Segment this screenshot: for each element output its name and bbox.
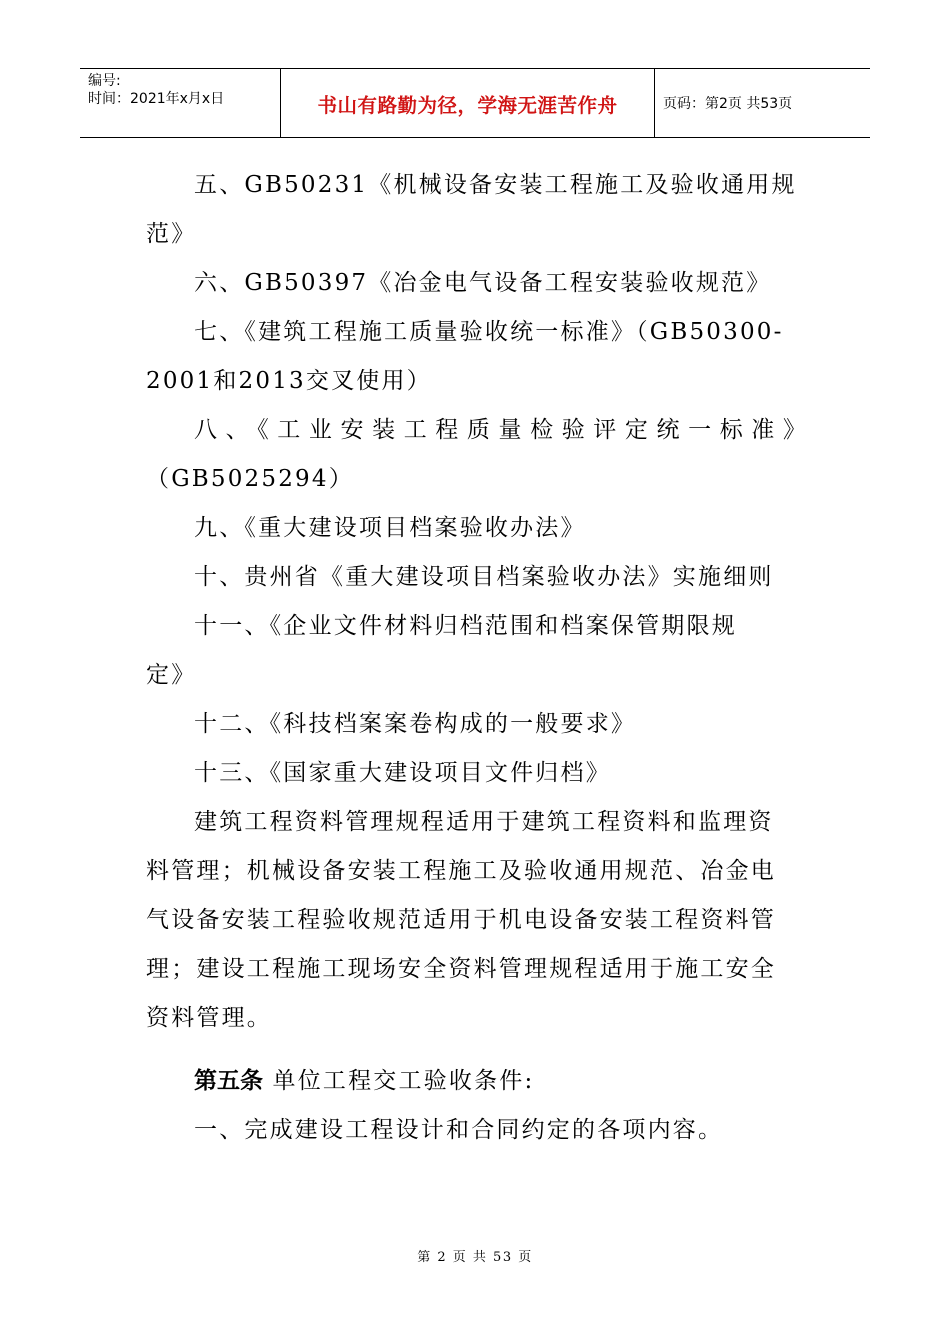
standard-item-8-cont: （GB5025294） [146, 466, 354, 492]
summary-line-2: 料管理；机械设备安装工程施工及验收通用规范、冶金电 [146, 858, 776, 884]
standard-item-7-cont: 2001和2013交叉使用） [146, 368, 432, 394]
summary-line-3: 气设备安装工程验收规范适用于机电设备安装工程资料管 [146, 907, 776, 933]
header-motto-cell [281, 69, 655, 137]
standard-item-13: 十三、《国家重大建设项目文件归档》 [194, 760, 611, 786]
standard-item-10: 十、贵州省《重大建设项目档案验收办法》实施细则 [194, 564, 774, 590]
summary-line-1: 建筑工程资料管理规程适用于建筑工程资料和监理资 [194, 809, 774, 835]
standard-item-11: 十一、《企业文件材料归档范围和档案保管期限规 [194, 613, 737, 639]
header-page-cell [655, 69, 870, 137]
header-motto: 书山有路勤为径，学海无涯苦作舟 [317, 94, 618, 117]
summary-line-5: 资料管理。 [146, 1005, 272, 1031]
article-5-heading-line [146, 1057, 806, 1106]
header-page-info: 页码：第2页 共53页 [663, 96, 793, 112]
standard-item-9: 九、《重大建设项目档案验收办法》 [194, 515, 586, 541]
standard-item-12: 十二、《科技档案案卷构成的一般要求》 [194, 711, 637, 737]
document-time-label: 时间：2021年x月x日 [88, 91, 225, 107]
standard-item-8: 八、《工业安装工程质量检验评定统一标准》 [194, 417, 815, 443]
header-meta-cell [80, 69, 281, 137]
article-5-heading: 第五条 [194, 1068, 263, 1094]
document-number-label: 编号: [88, 73, 121, 89]
standard-item-7: 七、《建筑工程施工质量验收统一标准》（GB50300- [194, 319, 784, 345]
article-5-title: 单位工程交工验收条件: [263, 1068, 535, 1094]
summary-line-4: 理；建设工程施工现场安全资料管理规程适用于施工安全 [146, 956, 776, 982]
standard-item-5-cont: 范》 [146, 221, 197, 247]
standard-item-11-cont: 定》 [146, 662, 197, 688]
standard-item-5: 五、GB50231《机械设备安装工程施工及验收通用规 [194, 172, 797, 198]
page-header [80, 68, 870, 138]
standard-item-6: 六、GB50397《冶金电气设备工程安装验收规范》 [194, 270, 772, 296]
document-body [146, 161, 815, 1155]
article-5-item-1: 一、完成建设工程设计和合同约定的各项内容。 [194, 1117, 724, 1143]
page-footer: 第 2 页 共 53 页 [417, 1250, 533, 1265]
